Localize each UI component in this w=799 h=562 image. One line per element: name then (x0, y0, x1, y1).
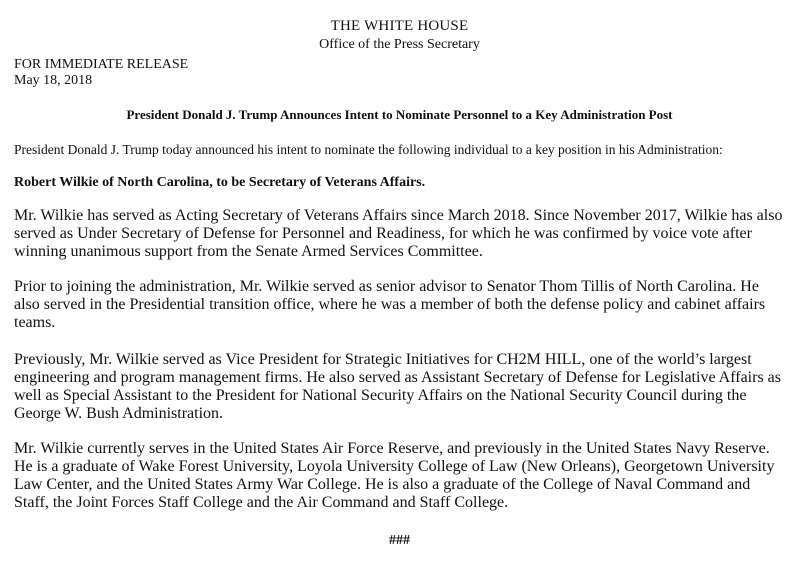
organization-heading: THE WHITE HOUSE (330, 18, 469, 34)
announcement-title: President Donald J. Trump Announces Intent to Nominate Personnel to a Key Administration Post (126, 107, 673, 122)
body-paragraph: Mr. Wilkie currently serves in the United States Air Force Reserve, and previously in the United States Navy Reserve. He is a graduate of Wake Forest University, Loyola University College of Law (New Orleans), Georgetown University Law Center, and the United States Army War College. He is also a graduate of the College of Naval Command and Staff, the Joint Forces Staff College and the Air Command and Staff College. (14, 440, 775, 511)
release-date: May 18, 2018 (14, 73, 93, 88)
body-paragraph: Mr. Wilkie has served as Acting Secretary of Veterans Affairs since March 2018. Since November 2017, Wilkie has also served as Under Secretary of Defense for Personnel and Readiness, for which he was confirmed by voice vote after winning unanimous support from the Senate Armed Services Committee. (14, 207, 783, 260)
nominee-line: Robert Wilkie of North Carolina, to be Secretary of Veterans Affairs. (14, 175, 426, 190)
body-paragraph: Previously, Mr. Wilkie served as Vice President for Strategic Initiatives for CH2M HILL, one of the world’s largest engineering and program management firms. He also served as Assistant Secretary of Defense for Legislative Affairs as well as Special Assistant to the President for National Security Affairs on the National Security Council during the George W. Bush Administration. (14, 351, 782, 422)
intro-text: President Donald J. Trump today announced his intent to nominate the following individual to a key position in his Administration: (14, 142, 723, 157)
release-info (14, 57, 188, 89)
release-label: FOR IMMEDIATE RELEASE (14, 57, 189, 72)
end-mark: ### (389, 533, 410, 548)
office-subheading: Office of the Press Secretary (319, 37, 480, 52)
body-paragraph: Prior to joining the administration, Mr. Wilkie served as senior advisor to Senator Thom Tillis of North Carolina. He also served in the Presidential transition office, where he was a member of both the defense policy and cabinet affairs teams. (14, 278, 766, 331)
